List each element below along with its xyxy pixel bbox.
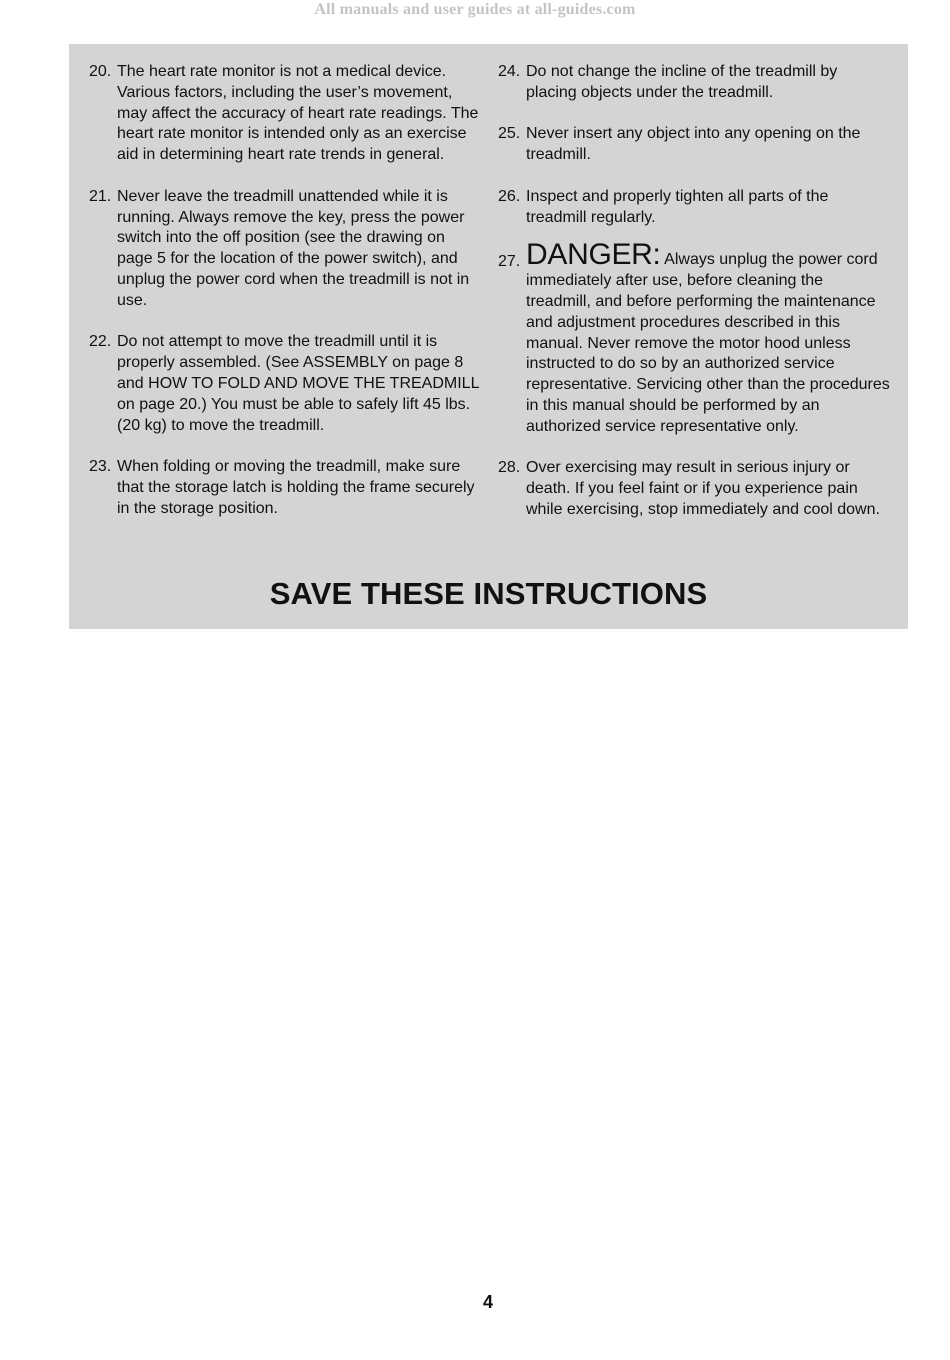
- item-number: 25.: [498, 125, 521, 143]
- item-text: Over exercising may result in serious injury or death. If you feel faint or if you experience pain while exercising, stop immediately and cool down.: [526, 459, 880, 518]
- danger-text: Always unplug the power cord immediately after use, before cleaning the treadmill, and before performing the maintenance and adjustment procedures described in this manual. Never remove the motor hood unless instructed to do so by an authorized service representative. Servicing other than the procedures in this manual should be performed by an authorized service representative only.: [526, 251, 890, 435]
- instruction-item-23: [89, 457, 481, 519]
- item-number: 20.: [89, 63, 112, 80]
- watermark-text: All manuals and user guides at all-guides.com: [314, 1, 636, 18]
- item-number: 24.: [498, 63, 521, 80]
- item-text: Do not attempt to move the treadmill until it is properly assembled. (See ASSEMBLY on page 8 and HOW TO FOLD AND MOVE THE TREADMILL on page 20.) You must be able to safely lift 45 lbs. (20 kg) to move the treadmill.: [117, 333, 479, 434]
- item-text: Do not change the incline of the treadmill by placing objects under the treadmill.: [526, 63, 838, 101]
- item-text: The heart rate monitor is not a medical device. Various factors, including the user’s movement, may affect the accuracy of heart rate readings. The heart rate monitor is intended only as an exercise aid in determining heart rate trends in general.: [117, 63, 479, 164]
- instruction-item-21: [89, 187, 481, 312]
- item-number: 26.: [498, 187, 521, 205]
- instruction-item-28: [498, 458, 890, 520]
- item-number: 27.: [498, 253, 521, 271]
- instruction-item-27-danger: [498, 240, 890, 437]
- item-number: 28.: [498, 459, 521, 477]
- item-number: 22.: [89, 333, 112, 351]
- instruction-item-20: [89, 62, 481, 166]
- instruction-item-25: [498, 124, 890, 166]
- right-column: [498, 62, 890, 542]
- instruction-item-24: [498, 62, 890, 104]
- item-number: 21.: [89, 187, 112, 205]
- danger-label: DANGER:: [526, 238, 661, 272]
- save-instructions-heading: SAVE THESE INSTRUCTIONS: [269, 576, 708, 611]
- item-text: Inspect and properly tighten all parts of the treadmill regularly.: [526, 187, 829, 226]
- page-number: 4: [482, 1292, 493, 1312]
- item-text: Never insert any object into any opening on the treadmill.: [526, 125, 861, 164]
- instruction-item-26: [498, 187, 890, 229]
- instruction-item-22: [89, 332, 481, 436]
- item-text: When folding or moving the treadmill, make sure that the storage latch is holding the frame securely in the storage position.: [117, 458, 475, 517]
- danger-item-text-block: [526, 240, 890, 437]
- item-number: 23.: [89, 458, 112, 476]
- item-text: Never leave the treadmill unattended while it is running. Always remove the key, press the power switch into the off position (see the drawing on page 5 for the location of the power switch), and unplug the power cord when the treadmill is not in use.: [117, 187, 470, 309]
- left-column: [89, 62, 481, 540]
